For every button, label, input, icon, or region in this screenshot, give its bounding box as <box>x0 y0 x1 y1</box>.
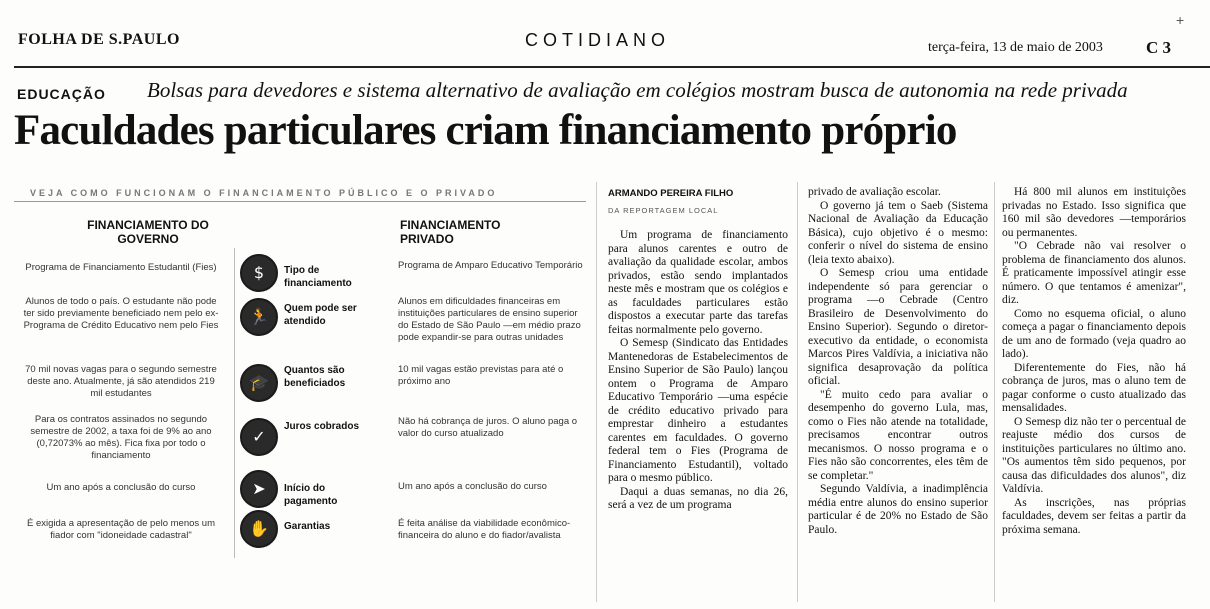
row-label-interest: Juros cobrados <box>284 421 360 432</box>
body-column-1 <box>608 229 788 513</box>
graduation-icon: 🎓 <box>240 364 278 402</box>
paragraph: Daqui a duas semanas, no dia 26, será a vez de um programa <box>608 485 788 511</box>
infographic-title: VEJA COMO FUNCIONAM O FINANCIAMENTO PÚBLICO E O PRIVADO <box>30 188 498 198</box>
row-label-payment-start: Início do pagamento <box>284 483 338 507</box>
priv-guarantees-cell: É feita análise da viabilidade econômico-financeira do aluno e do fiador/avalista <box>398 518 571 541</box>
byline: ARMANDO PEREIRA FILHO <box>608 188 734 199</box>
column-divider <box>797 182 798 602</box>
row-label-beneficiaries: Quantos são beneficiados <box>284 365 346 389</box>
running-person-icon: 🏃 <box>240 298 278 336</box>
priv-column-header: FINANCIAMENTO PRIVADO <box>400 218 501 246</box>
corner-mark: + <box>1176 12 1185 28</box>
gov-guarantees-cell: É exigida a apresentação de pelo menos um fiador com "idoneidade cadastral" <box>26 518 215 541</box>
paragraph: Segundo Valdívia, a inadimplência média entre alunos do ensino superior particular é de 20% no Estado de São Paulo. <box>808 483 988 536</box>
paragraph: Há 800 mil alunos em instituições privadas no Estado. Isso significa que 160 mil são devedores —temporários ou permanentes. <box>1002 186 1186 239</box>
paragraph: Como no esquema oficial, o aluno começa a pagar o financiamento depois de um ano de formado (veja quadro ao lado). <box>1002 307 1186 360</box>
headline: Faculdades particulares criam financiamento próprio <box>14 107 957 154</box>
paragraph: O Semesp (Sindicato das Entidades Mantenedoras de Estabelecimentos de Ensino Superior de São Paulo) lançou ontem o Programa de Amparo Educativo Temporário —uma espécie de crédito educativo privado para emprestar dinheiro a estudantes carentes em faculdades. O governo federal tem o Fies (Programa de Financiamento Estudantil), voltado para o mesmo público. <box>608 337 788 484</box>
paragraph: O Semesp criou uma entidade independente só para gerenciar o programa —o Cebrade (Centro Brasileiro de Desenvolvimento do Ensino Superior). Segundo o diretor-executivo da entidade, o economista Marcos Pires Valdívia, a iniciativa não significa desaprovação da política oficial. <box>808 267 988 387</box>
paragraph: "É muito cedo para avaliar o desempenho do governo Lula, mas, como o Fies não atende na totalidade, precisamos encontrar outros mecanismos. O nosso programa e o Fies não são concorrentes, eles têm de se completar." <box>808 388 988 482</box>
priv-interest-cell: Não há cobrança de juros. O aluno paga o valor do curso atualizado <box>398 416 578 439</box>
masthead: FOLHA DE S.PAULO <box>18 31 180 48</box>
paragraph: Um programa de financiamento para alunos carentes e outro de avaliação da qualidade escolar, ambos privados, estão sendo implantados neste mês e mostram que os colégios e as faculdades particulares estão dispostos a executar parte das tarefas feitas normalmente pelo governo. <box>608 229 788 336</box>
paragraph: O governo já tem o Saeb (Sistema Nacional de Avaliação da Educação Básica), cujo objetivo é o mesmo: conferir o nível do sistema de ensino (leia texto abaixo). <box>808 199 988 266</box>
section-name: COTIDIANO <box>525 30 671 50</box>
gov-type-cell: Programa de Financiamento Estudantil (Fies) <box>25 262 217 273</box>
gov-column-header: FINANCIAMENTO DO GOVERNO <box>87 218 209 246</box>
priv-beneficiaries-cell: 10 mil vagas estão previstas para até o próximo ano <box>398 364 564 387</box>
start-flag-icon: ➤ <box>240 470 278 508</box>
column-divider <box>994 182 995 602</box>
page-number: C 3 <box>1146 38 1172 57</box>
percent-check-icon: ✓ <box>240 418 278 456</box>
paragraph: O Semesp diz não ter o percentual de reajuste médio dos cursos de instituições particulares no último ano. "Os aumentos têm sido pequenos, por causa das dificuldades dos alunos", diz Valdívia. <box>1002 415 1186 495</box>
priv-eligibility-cell: Alunos em dificuldades financeiras em instituições particulares de ensino superior do Estado de São Paulo —em médio prazo pode expandir-se para outras unidades <box>398 296 581 343</box>
paragraph: privado de avaliação escolar. <box>808 186 941 198</box>
priv-payment-start-cell: Um ano após a conclusão do curso <box>398 481 547 492</box>
gov-interest-cell: Para os contratos assinados no segundo semestre de 2002, a taxa foi de 9% ao ano (0,72073% ao mês). Fica fixa por todo o financiamento <box>30 414 212 461</box>
paragraph: "O Cebrade não vai resolver o problema de financiamento dos alunos. É praticamente impossível atingir esse número. O que tentamos é amenizar", diz. <box>1002 240 1186 306</box>
dateline: terça-feira, 13 de maio de 2003 <box>928 40 1103 55</box>
priv-type-cell: Programa de Amparo Educativo Temporário <box>398 260 583 271</box>
body-column-2 <box>808 186 988 537</box>
paragraph: Diferentemente do Fies, não há cobrança de juros, mas o aluno tem de pagar conforme o custo atualizado das mensalidades. <box>1002 361 1186 414</box>
reporter-credit: DA REPORTAGEM LOCAL <box>608 206 719 215</box>
section-kicker: EDUCAÇÃO <box>17 86 106 102</box>
handshake-icon: ✋ <box>240 510 278 548</box>
paragraph: As inscrições, nas próprias faculdades, devem ser feitas a partir da próxima semana. <box>1002 496 1186 536</box>
gov-payment-start-cell: Um ano após a conclusão do curso <box>46 482 196 493</box>
gov-beneficiaries-cell: 70 mil novas vagas para o segundo semestre deste ano. Atualmente, já são atendidos 219 mil estudantes <box>25 364 217 399</box>
money-bag-icon: $ <box>240 254 278 292</box>
row-label-eligibility: Quem pode ser atendido <box>284 303 357 327</box>
subheadline: Bolsas para devedores e sistema alternativo de avaliação em colégios mostram busca de autonomia na rede privada <box>147 78 1128 102</box>
gov-eligibility-cell: Alunos de todo o país. O estudante não pode ter sido previamente beneficiado nem pelo ex-Programa de Crédito Educativo nem pelo Fies <box>23 296 219 331</box>
header-rule <box>14 66 1210 68</box>
row-label-type: Tipo de financiamento <box>284 265 352 289</box>
column-divider <box>596 182 597 602</box>
row-label-guarantees: Garantias <box>284 521 331 532</box>
body-column-3 <box>1002 186 1186 537</box>
icon-column-divider <box>234 248 235 558</box>
infographic-rule <box>14 201 586 202</box>
